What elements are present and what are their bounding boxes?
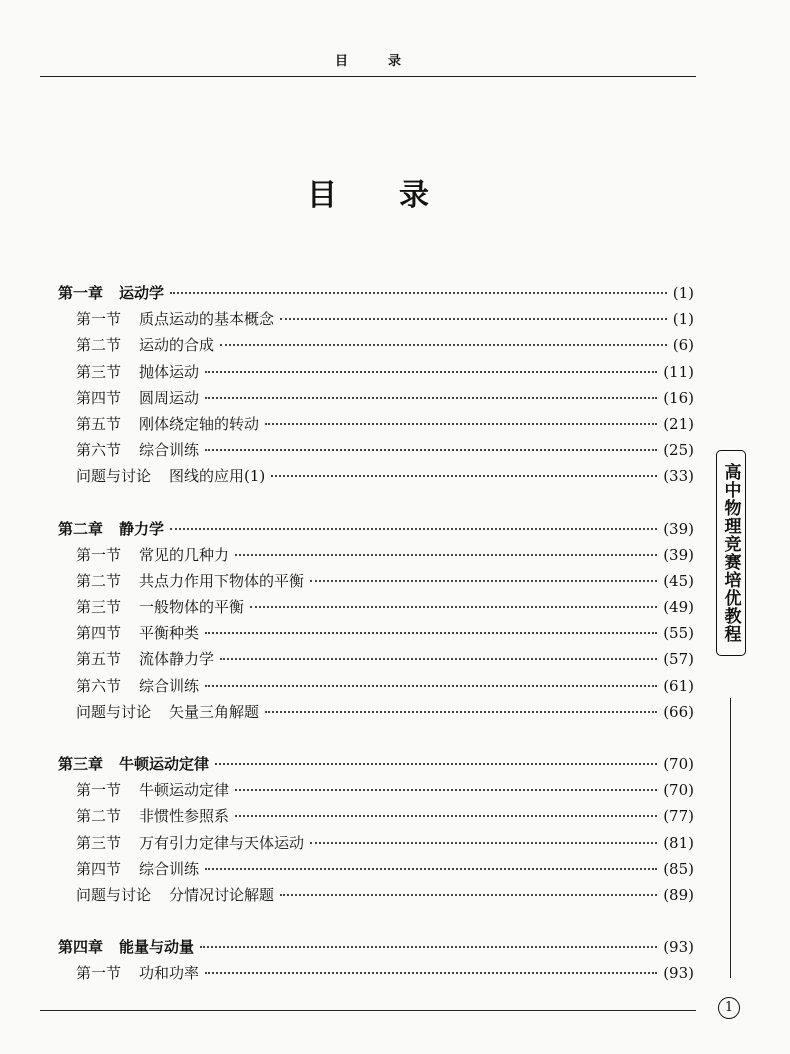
section-entry-number: 问题与讨论 xyxy=(76,467,152,486)
dot-leader xyxy=(235,789,657,791)
dot-leader xyxy=(205,868,657,870)
section-entry-page-number: (93) xyxy=(663,964,694,983)
section-entry-number: 第三节 xyxy=(76,362,122,381)
section-entry[interactable] xyxy=(58,699,694,725)
section-entry-page-number: (61) xyxy=(663,676,694,695)
chapter-entry-title: 能量与动量 xyxy=(119,938,195,957)
section-entry-label xyxy=(76,673,199,699)
dot-leader xyxy=(280,894,657,896)
section-entry-page-number: (57) xyxy=(663,650,694,669)
section-entry[interactable] xyxy=(58,673,694,699)
chapter-entry[interactable] xyxy=(58,751,694,777)
section-entry-page-number: (70) xyxy=(663,781,694,800)
dot-leader xyxy=(235,815,657,817)
side-tab-label: 高中物理竞赛培优教程 xyxy=(720,463,741,643)
section-entry[interactable] xyxy=(58,830,694,856)
section-entry-title: 万有引力定律与天体运动 xyxy=(139,833,305,852)
section-entry-page-number: (16) xyxy=(663,388,694,407)
section-entry-title: 刚体绕定轴的转动 xyxy=(139,414,260,433)
section-entry-number: 问题与讨论 xyxy=(76,702,152,721)
chapter-entry-page-number: (1) xyxy=(672,284,694,302)
running-header-right: 录 xyxy=(388,54,442,69)
dot-leader xyxy=(250,606,657,608)
section-entry-title: 分情况讨论解题 xyxy=(169,885,275,904)
section-entry-title: 非惯性参照系 xyxy=(139,807,230,826)
section-entry-label xyxy=(76,830,304,856)
dot-leader xyxy=(200,946,657,948)
section-entry-title: 图线的应用(1) xyxy=(169,467,266,486)
chapter-entry-number: 第二章 xyxy=(58,519,104,538)
section-entry-number: 第一节 xyxy=(76,310,122,329)
section-entry-label xyxy=(76,359,199,385)
dot-leader xyxy=(205,632,657,634)
section-entry-number: 第二节 xyxy=(76,807,122,826)
dot-leader xyxy=(271,475,657,477)
dot-leader xyxy=(220,658,657,660)
page-title-left: 目 xyxy=(307,178,337,213)
section-entry-number: 第五节 xyxy=(76,650,122,669)
section-entry-label xyxy=(76,803,229,829)
page-title-right: 录 xyxy=(399,178,429,213)
section-entry-label xyxy=(76,594,244,620)
section-entry-number: 第二节 xyxy=(76,336,122,355)
section-entry[interactable] xyxy=(58,332,694,358)
section-entry-number: 第一节 xyxy=(76,545,122,564)
section-entry-label xyxy=(76,620,199,646)
dot-leader xyxy=(205,397,657,399)
chapter-entry-label xyxy=(58,516,164,542)
dot-leader xyxy=(205,972,657,974)
section-entry-title: 运动的合成 xyxy=(139,336,215,355)
section-entry-label xyxy=(76,437,199,463)
section-entry-label xyxy=(76,332,214,358)
chapter-spacer xyxy=(58,725,694,751)
section-entry-number: 第四节 xyxy=(76,388,122,407)
section-entry-title: 综合训练 xyxy=(139,676,200,695)
chapter-entry-page-number: (93) xyxy=(663,938,694,957)
section-entry-page-number: (1) xyxy=(672,310,694,329)
section-entry-title: 圆周运动 xyxy=(139,388,200,407)
chapter-entry-page-number: (70) xyxy=(663,755,694,773)
page-number: 1 xyxy=(718,997,740,1019)
section-entry-label xyxy=(76,856,199,882)
section-entry-title: 矢量三角解题 xyxy=(169,702,260,721)
section-entry-number: 第四节 xyxy=(76,859,122,878)
chapter-entry-title: 牛顿运动定律 xyxy=(119,755,210,773)
header-rule xyxy=(40,76,696,77)
section-entry-label xyxy=(76,777,229,803)
section-entry-number: 第一节 xyxy=(76,781,122,800)
section-entry[interactable] xyxy=(58,359,694,385)
section-entry-title: 综合训练 xyxy=(139,859,200,878)
section-entry-page-number: (11) xyxy=(663,362,694,381)
running-header-left: 目 xyxy=(334,54,388,69)
dot-leader xyxy=(215,763,657,765)
footer-rule xyxy=(40,1010,696,1011)
section-entry-page-number: (33) xyxy=(663,467,694,486)
section-entry[interactable] xyxy=(58,306,694,332)
section-entry-page-number: (85) xyxy=(663,859,694,878)
chapter-entry-label xyxy=(58,280,164,306)
section-entry[interactable] xyxy=(58,463,694,489)
dot-leader xyxy=(205,685,657,687)
section-entry[interactable] xyxy=(58,542,694,568)
section-entry-title: 功和功率 xyxy=(139,964,200,983)
section-entry-number: 第四节 xyxy=(76,624,122,643)
section-entry-page-number: (6) xyxy=(672,336,694,355)
section-entry-number: 第六节 xyxy=(76,441,122,460)
running-header xyxy=(40,50,696,69)
section-entry-title: 常见的几种力 xyxy=(139,545,230,564)
section-entry[interactable] xyxy=(58,777,694,803)
chapter-entry[interactable] xyxy=(58,934,694,960)
dot-leader xyxy=(170,528,657,530)
section-entry-page-number: (25) xyxy=(663,441,694,460)
dot-leader xyxy=(170,292,667,294)
section-entry-label xyxy=(76,960,199,986)
section-entry-page-number: (39) xyxy=(663,545,694,564)
section-entry[interactable] xyxy=(58,568,694,594)
section-entry-number: 第五节 xyxy=(76,414,122,433)
chapter-entry-number: 第四章 xyxy=(58,938,104,957)
section-entry-page-number: (77) xyxy=(663,807,694,826)
chapter-entry-number: 第三章 xyxy=(58,755,104,773)
section-entry-title: 共点力作用下物体的平衡 xyxy=(139,571,305,590)
section-entry[interactable] xyxy=(58,646,694,672)
section-entry-page-number: (89) xyxy=(663,885,694,904)
section-entry[interactable] xyxy=(58,594,694,620)
section-entry-page-number: (81) xyxy=(663,833,694,852)
side-tab xyxy=(716,450,746,656)
chapter-entry-title: 静力学 xyxy=(119,519,165,538)
chapter-spacer xyxy=(58,490,694,516)
section-entry-label xyxy=(76,542,229,568)
chapter-entry-label xyxy=(58,751,209,777)
dot-leader xyxy=(310,580,657,582)
section-entry-title: 平衡种类 xyxy=(139,624,200,643)
table-of-contents xyxy=(58,280,694,987)
section-entry-label xyxy=(76,411,259,437)
section-entry-label xyxy=(76,882,274,908)
section-entry-title: 抛体运动 xyxy=(139,362,200,381)
chapter-entry[interactable] xyxy=(58,280,694,306)
section-entry-label xyxy=(76,306,274,332)
section-entry-page-number: (55) xyxy=(663,624,694,643)
section-entry[interactable] xyxy=(58,620,694,646)
section-entry-label xyxy=(76,463,265,489)
section-entry-label xyxy=(76,646,214,672)
section-entry-title: 一般物体的平衡 xyxy=(139,598,245,617)
dot-leader xyxy=(235,554,657,556)
section-entry-number: 问题与讨论 xyxy=(76,885,152,904)
dot-leader xyxy=(220,344,667,346)
section-entry-page-number: (45) xyxy=(663,571,694,590)
section-entry-page-number: (66) xyxy=(663,702,694,721)
page-title xyxy=(40,170,696,214)
side-rule xyxy=(730,698,731,978)
dot-leader xyxy=(310,842,657,844)
section-entry[interactable] xyxy=(58,385,694,411)
section-entry-label xyxy=(76,568,304,594)
section-entry-label xyxy=(76,699,259,725)
chapter-entry-label xyxy=(58,934,194,960)
chapter-spacer xyxy=(58,908,694,934)
section-entry[interactable] xyxy=(58,882,694,908)
section-entry-page-number: (49) xyxy=(663,598,694,617)
section-entry-title: 质点运动的基本概念 xyxy=(139,310,275,329)
dot-leader xyxy=(205,371,657,373)
section-entry-number: 第六节 xyxy=(76,676,122,695)
section-entry-title: 牛顿运动定律 xyxy=(139,781,230,800)
dot-leader xyxy=(205,449,657,451)
dot-leader xyxy=(265,711,657,713)
section-entry-number: 第三节 xyxy=(76,833,122,852)
section-entry[interactable] xyxy=(58,411,694,437)
dot-leader xyxy=(265,423,657,425)
section-entry-number: 第三节 xyxy=(76,598,122,617)
chapter-entry-title: 运动学 xyxy=(119,284,165,302)
section-entry-number: 第二节 xyxy=(76,571,122,590)
section-entry-title: 流体静力学 xyxy=(139,650,215,669)
section-entry[interactable] xyxy=(58,803,694,829)
chapter-entry[interactable] xyxy=(58,516,694,542)
section-entry-number: 第一节 xyxy=(76,964,122,983)
section-entry-page-number: (21) xyxy=(663,414,694,433)
section-entry[interactable] xyxy=(58,437,694,463)
dot-leader xyxy=(280,318,667,320)
section-entry-label xyxy=(76,385,199,411)
section-entry-title: 综合训练 xyxy=(139,441,200,460)
section-entry[interactable] xyxy=(58,960,694,986)
chapter-entry-page-number: (39) xyxy=(663,519,694,538)
section-entry[interactable] xyxy=(58,856,694,882)
chapter-entry-number: 第一章 xyxy=(58,284,104,302)
